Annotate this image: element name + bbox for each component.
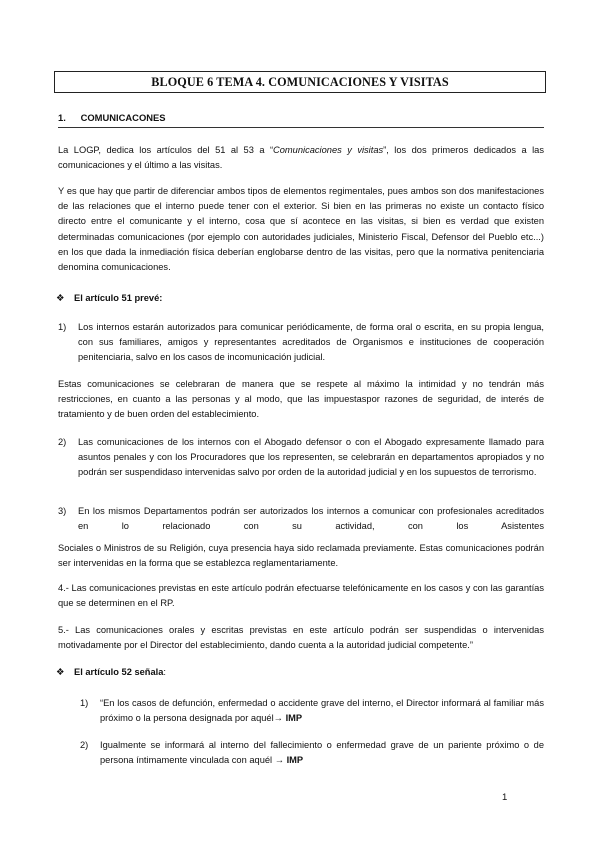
list-item-text: “En los casos de defunción, enfermedad o accidente grave del interno, el Director informará al familiar más próximo o la persona designada por aquél [100,698,544,724]
intro-paragraph [58,143,544,173]
list-item: En los mismos Departamentos podrán ser autorizados los internos a comunicar con profesionales acreditados en lo relacionado con su actividad, con los Asistentes [78,506,544,532]
list-number: 1) [58,322,67,332]
article-51-heading: El artículo 51 prevé: [74,293,163,303]
list-item-text: Igualmente se informará al interno del fallecimiento o enfermedad grave de un pariente próximo o de persona íntimamente vinculada con aquél [100,740,544,766]
list-number: 1) [80,698,89,708]
article-52-heading: El artículo 52 señala [74,667,164,677]
article-52-colon: : [163,667,166,677]
arrow-icon: → [274,755,284,766]
article-51-bullet [56,291,162,305]
paragraph-intimacy: Estas comunicaciones se celebraran de manera que se respete al máximo la intimidad y no tendrán más restricciones, en cuanto a las personas y al modo, que las impuestaspor razones de seguridad, de interés de tratamiento y de buen orden del establecimiento. [58,379,544,420]
arrow-icon: → [273,713,283,724]
diamond-bullet-icon: ❖ [56,667,65,677]
document-title: BLOQUE 6 TEMA 4. COMUNICACIONES Y VISITAS [54,71,546,93]
section-title: COMUNICACONES [80,112,166,123]
list-item [100,738,544,768]
paragraph-social: Sociales o Ministros de su Religión, cuya presencia haya sido reclamada previamente. Estas comunicaciones podrán ser intervenidas en la forma que se establezca reglamentariamente. [58,543,544,569]
section-heading [58,112,544,128]
list-number: 2) [80,740,89,750]
diamond-bullet-icon: ❖ [56,293,65,303]
paragraph-5: 5.- Las comunicaciones orales y escritas previstas en este artículo podrán ser suspendidas o intervenidas motivadamente por el Director del establecimiento, dando cuenta a la autoridad judicial competente.” [58,625,544,651]
section-number: 1. [58,112,66,123]
intro-text-end: ”, los dos primeros dedicados a las comunicaciones y el último a las visitas. [58,145,544,171]
paragraph-4: 4.- Las comunicaciones previstas en este artículo podrán efectuarse telefónicamente en los casos y con las garantías que se determinen en el RP. [58,583,544,609]
imp-tag: IMP [286,755,304,766]
article-52-bullet [56,665,166,679]
imp-tag: IMP [285,713,303,724]
list-item [100,696,544,726]
list-number: 2) [58,437,67,447]
intro-text-start: La LOGP, dedica los artículos del 51 al 53 a “ [58,145,274,155]
list-item: Los internos estarán autorizados para comunicar periódicamente, de forma oral o escrita, en su propia lengua, con sus familiares, amigos y representantes acreditados de Organismos e instituciones de cooperación penitenciaria, salvo en los casos de incomunicación judicial. [78,322,544,363]
list-item: Las comunicaciones de los internos con el Abogado defensor o con el Abogado expresamente llamado para asuntos penales y con los Procuradores que los representen, se celebrarán en departamentos apropiados y no podrán ser suspendidaso intervenidas salvo por orden de la autoridad judicial y en los supuestos de terrorismo. [78,437,544,478]
paragraph-regimental: Y es que hay que partir de diferenciar ambos tipos de elementos regimentales, pues ambos son dos manifestaciones de las relaciones que el interno puede tener con el exterior. Si bien en las primeras no existe un contacto físico directo entre el comunicante y el interno, cosa que sí acontece en las visitas, si bien es verdad que existen determinadas comunicaciones (por ejemplo con autoridades judiciales, Ministerio Fiscal, Defensor del Pueblo etc...) en los que dada la inmediación física deberían englobarse dentro de las visitas, pero que la normativa penitenciaria denomina comunicaciones. [58,186,544,273]
intro-italic: Comunicaciones y visitas [273,145,384,155]
page-number: 1 [502,792,508,803]
list-number: 3) [58,506,67,516]
